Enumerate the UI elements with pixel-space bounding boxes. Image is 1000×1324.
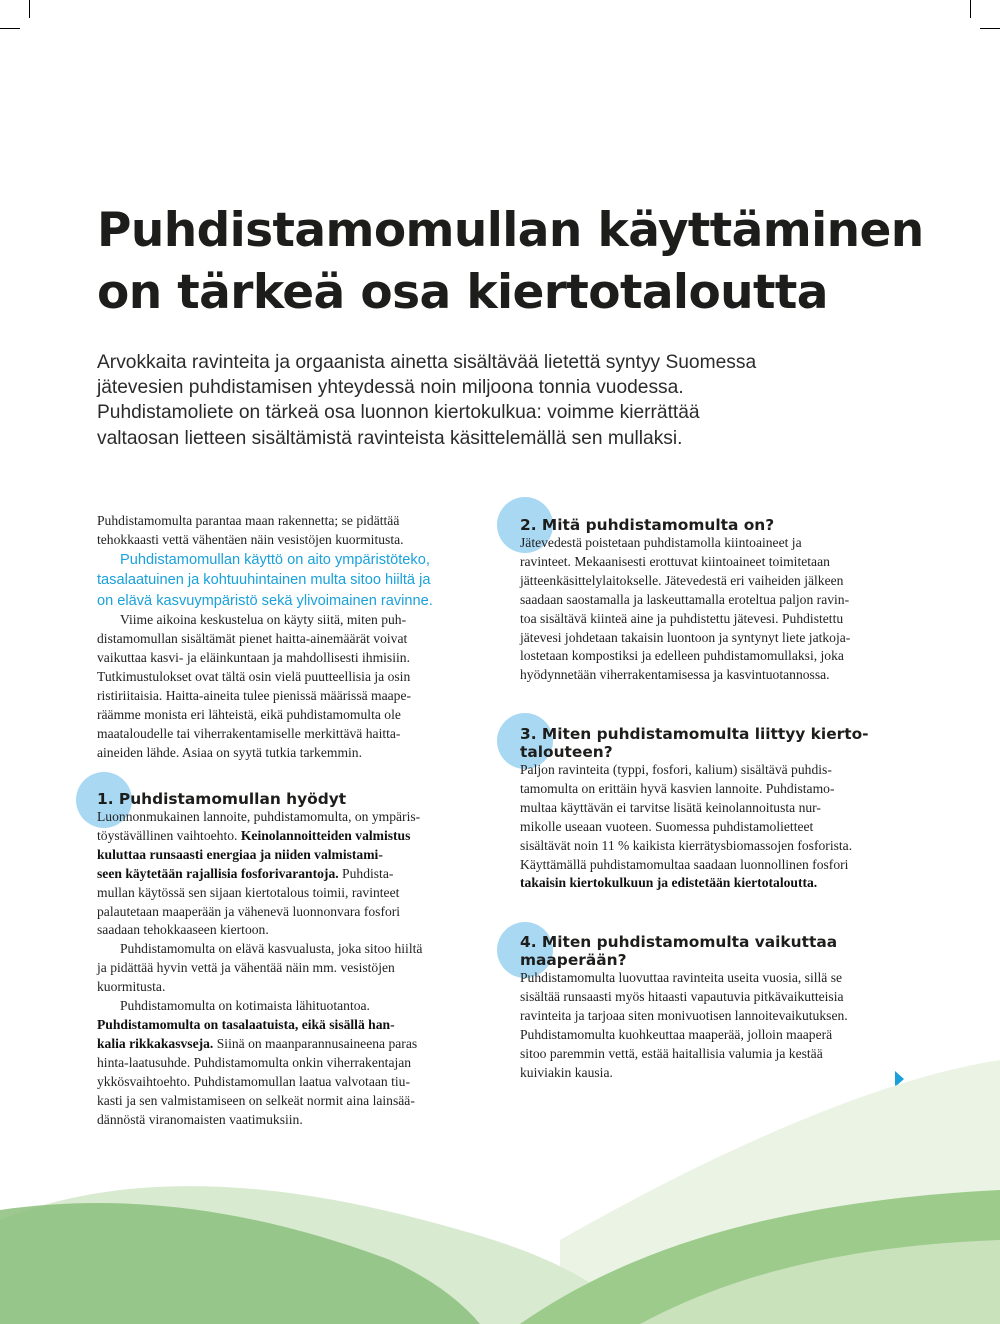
section-heading: 4. Miten puhdistamomulta vaikuttaa maaperään? <box>520 933 838 969</box>
intro-paragraph: Puhdistamomulta parantaa maan rakennetta; se pidättää tehokkaasti vettä vähentäen näin vesistöjen kuormitusta. <box>97 513 404 547</box>
crop-mark <box>970 0 971 18</box>
highlight-quote: Puhdistamomullan käyttö on aito ympäristöteko, tasalaatuinen ja kohtuuhintainen multa sitoo hiiltä ja on elävä kasvuympäristö sekä ylivoimainen ravinne. <box>97 551 433 609</box>
section-heading: 1. Puhdistamomullan hyödyt <box>97 790 347 808</box>
section-4 <box>520 933 920 1082</box>
intro-text <box>97 512 492 763</box>
section-heading: 2. Mitä puhdistamomulta on? <box>520 516 775 534</box>
section-body: Luonnonmukainen lannoite, puhdistamomulta, on ympäris- töystävällinen vaihtoehto. Keinolannoitteiden valmistus kuluttaa runsaasti energiaa ja niiden valmistami- seen käytetään rajallisia fosforivarantoja. Puhdista- mullan käytössä sen sijaan kiertotalous toimii, ravinteet palautetaan maaperään ja vähenevä luonnonvara fosfori saadaan tehokkaaseen kiertoon. Puhdistamomulta on elävä kasvualusta, joka sitoo hiiltä ja pidättää hyvin vettä ja vähentää näin mm. vesistöjen kuormitusta. Puhdistamomulta on kotimaista lähituotantoa. Puhdistamomulta on tasalaatuista, eikä sisällä han- kalia rikkakasvseja. Siinä on maanparannusaineena paras hinta-laatusuhde. Puhdistamomulta onkin viherrakentajan ykkösvaihtoehto. Puhdistamomullan laatua valvotaan tiu- kasti ja sen valmistamiseen on selkeät normit aina lainsää- dännöstä viranomaisten vaatimuksiin. <box>97 809 423 1127</box>
lead-line: Arvokkaita ravinteita ja orgaanista ainetta sisältävää lietettä syntyy Suomessa <box>97 352 757 373</box>
lead-line: jätevesien puhdistamisen yhteydessä noin miljoona tonnia vuodessa. <box>97 377 684 399</box>
page-title <box>97 200 924 324</box>
title-line: Puhdistamomullan käyttäminen <box>97 203 924 258</box>
section-1 <box>97 790 492 1129</box>
title-line: on tärkeä osa kiertotaloutta <box>97 265 828 320</box>
section-heading: 3. Miten puhdistamomulta liittyy kierto- talouteen? <box>520 725 869 761</box>
section-body: Puhdistamomulta luovuttaa ravinteita useita vuosia, sillä se sisältää runsaasti myös hitaasti vapautuvia pitkävaikutteisia ravinteita ja tarjoaa siten monivuotisen lannoitevaikutuksen. Puhdistamomulta kuohkeuttaa maaperää, jolloin maaperä sitoo paremmin vettä, estää haitallisia valumia ja kestää kuiviakin kausia. <box>520 970 848 1080</box>
intro-paragraph: Viime aikoina keskustelua on käyty siitä, miten puh- distamomullan sisältämät pienet haitta-ainemäärät voivat vaikuttaa kasvi- ja eläinkuntaan ja mahdollisesti ihmisiin. Tutkimustulokset ovat tältä osin vielä puutteellisia ja osin ristiriitaisia. Haitta-aineita tulee pienissä määrissä maape- räämme monista eri lähteistä, eikä puhdistamomulta ole maataloudelle tai viherrakentamiselle merkittävä haitta- aineiden lähde. Asiaa on syytä tutkia tarkemmin. <box>97 612 412 760</box>
crop-mark <box>0 28 20 29</box>
section-3 <box>520 725 920 893</box>
lead-line: valtaosan lietteen sisältämistä ravinteista käsittelemällä sen mullaksi. <box>97 427 683 449</box>
lead-line: Puhdistamoliete on tärkeä osa luonnon kiertokulkua: voimme kierrättää <box>97 402 700 424</box>
section-body: Jätevedestä poistetaan puhdistamolla kiintoaineet ja ravinteet. Mekaanisesti erottuvat kiintoaineet toimitetaan jätteenkäsittelylaitokselle. Jätevedestä eri vaiheiden jälkeen saadaan saostamalla ja laskeuttamalla eroteltua paljon ravin- toa sisältävä kiinteä aine ja puhdistettu jätevesi. Puhdistettu jätevesi johdetaan takaisin luontoon ja syntynyt liete jatkoja- lostetaan kompostiksi ja edelleen puhdistamomullaksi, joka hyödynnetään viherrakentamisessa ja kasvintuotannossa. <box>520 535 851 683</box>
lead-paragraph <box>97 350 857 451</box>
crop-mark <box>980 28 1000 29</box>
section-body: Paljon ravinteita (typpi, fosfori, kalium) sisältävä puhdis- tamomulta on erittäin hyvä kasvien lannoite. Puhdistamo- multaa käyttävän ei tarvitse lisätä keinolannoitusta nur- mikolle useaan vuoteen. Suomessa puhdistamolietteet sisältävät noin 11 % kaikista kierrätysbiomassojen fosforista. Käyttämällä puhdistamomultaa saadaan luonnollinen fosfori takaisin kiertokulkuun ja edistetään kiertotaloutta. <box>520 762 853 891</box>
crop-mark <box>29 0 30 18</box>
section-2 <box>520 516 920 685</box>
